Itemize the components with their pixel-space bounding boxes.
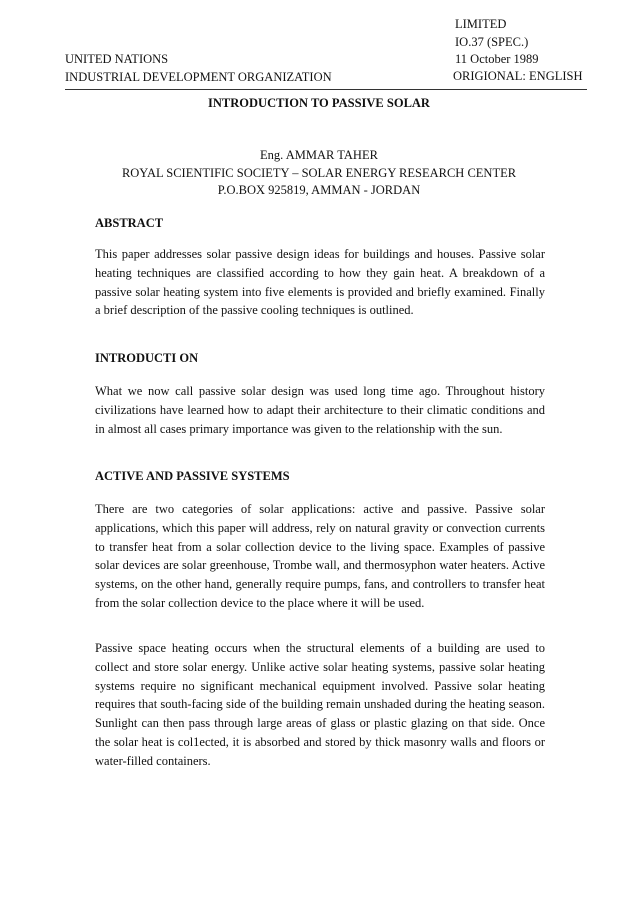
organization-line-1: UNITED NATIONS (65, 52, 169, 66)
author-address: P.O.BOX 925819, AMMAN - JORDAN (217, 183, 421, 197)
active-passive-paragraph-2: Passive space heating occurs when the structural elements of a building are used to collect and store solar energy. Unlike active solar heating systems, passive solar heating systems require no significant mechanical equipment involved. Passive solar heating requires that south-facing side of the building remain unshaded during the heating season. Sunlight can then pass through large areas of glass or plastic glazing on that side. Once the solar heat is col1ected, it is absorbed and stored by thick masonry walls and floors or water-filled containers. (95, 641, 545, 768)
header-divider (65, 89, 587, 90)
author-name: Eng. AMMAR TAHER (260, 148, 378, 162)
active-passive-heading: ACTIVE AND PASSIVE SYSTEMS (95, 469, 290, 483)
author-block (0, 147, 638, 200)
active-passive-paragraph-1: There are two categories of solar applications: active and passive. Passive solar applications, which this paper will address, rely on natural gravity or convection currents to transfer heat from a solar collection device to the living space. Examples of passive solar devices are solar greenhouse, Trombe wall, and thermosyphon water heaters. Active systems, on the other hand, generally require pumps, fans, and controllers to transfer heat from the solar collection device to the place where it will be used. (95, 502, 545, 610)
organization-header (65, 51, 332, 86)
document-number: IO.37 (SPEC.) (455, 34, 529, 49)
document-date: 11 October 1989 (455, 52, 539, 66)
author-affiliation: ROYAL SCIENTIFIC SOCIETY – SOLAR ENERGY RESEARCH CENTER (121, 165, 517, 180)
limited-label: LIMITED (455, 17, 507, 31)
organization-line-2: INDUSTRIAL DEVELOPMENT ORGANIZATION (65, 69, 332, 84)
original-language: ORIGIONAL: ENGLISH (453, 69, 583, 83)
introduction-heading: INTRODUCTI ON (95, 351, 199, 365)
page-title: INTRODUCTION TO PASSIVE SOLAR (208, 96, 430, 110)
abstract-paragraph: This paper addresses solar passive design ideas for buildings and houses. Passive solar heating techniques are classified according to how they gain heat. A breakdown of a passive solar heating system into five elements is provided and briefly examined. Finally a brief description of the passive cooling techniques is outlined. (95, 247, 545, 318)
introduction-paragraph: What we now call passive solar design was used long time ago. Throughout history civilizations have learned how to adapt their architecture to their climatic conditions and in almost all cases primary importance was given to the relationship with the sun. (95, 384, 545, 436)
abstract-heading: ABSTRACT (95, 216, 164, 230)
document-classification (455, 16, 539, 69)
